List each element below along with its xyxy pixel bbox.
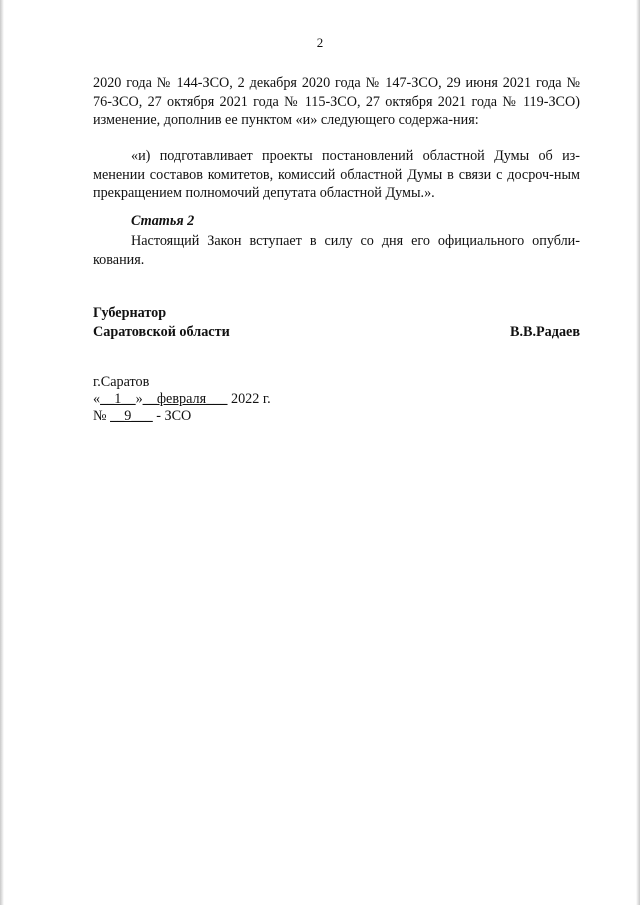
date-day: __1__	[100, 391, 136, 407]
date-year: 2022 г.	[227, 391, 271, 407]
scan-edge-right	[636, 0, 640, 905]
page-number: 2	[316, 35, 324, 50]
date-close-quote: »	[135, 391, 143, 407]
signature-title-line-2: Саратовской области	[93, 324, 230, 340]
date-month: __февраля___	[142, 391, 228, 407]
number-prefix: №	[93, 408, 111, 424]
paragraph-2: «и) подготавливает проекты постановлений областной Думы об из-менении составов комитетов, комиссий областной Думы в связи с досроч-ным прекращением полномочий депутата областной Думы.».	[93, 148, 580, 202]
paragraph-3: Настоящий Закон вступает в силу со дня его официального опубли-кования.	[93, 233, 580, 268]
city-line: г.Саратов	[93, 374, 150, 390]
place-date-block	[93, 374, 271, 425]
date-line	[93, 391, 271, 408]
date-open-quote: «	[93, 391, 101, 407]
article-title: Статья 2	[131, 213, 195, 229]
law-number: __9___	[110, 408, 153, 424]
paragraph-1: 2020 года № 144-ЗСО, 2 декабря 2020 года № 147-ЗСО, 29 июня 2021 года № 76-ЗСО, 27 октября 2021 года № 115-ЗСО, 27 октября 2021 года № 119-ЗСО) изменение, дополнив ее пунктом «и» следующего содержа-ния:	[93, 75, 580, 129]
signature-name: В.В.Радаев	[509, 324, 580, 340]
scan-edge-left	[0, 0, 4, 905]
signature-block	[93, 304, 580, 342]
law-number-line	[93, 408, 271, 425]
signature-title-line-1: Губернатор	[93, 305, 167, 321]
number-suffix: - ЗСО	[152, 408, 192, 424]
